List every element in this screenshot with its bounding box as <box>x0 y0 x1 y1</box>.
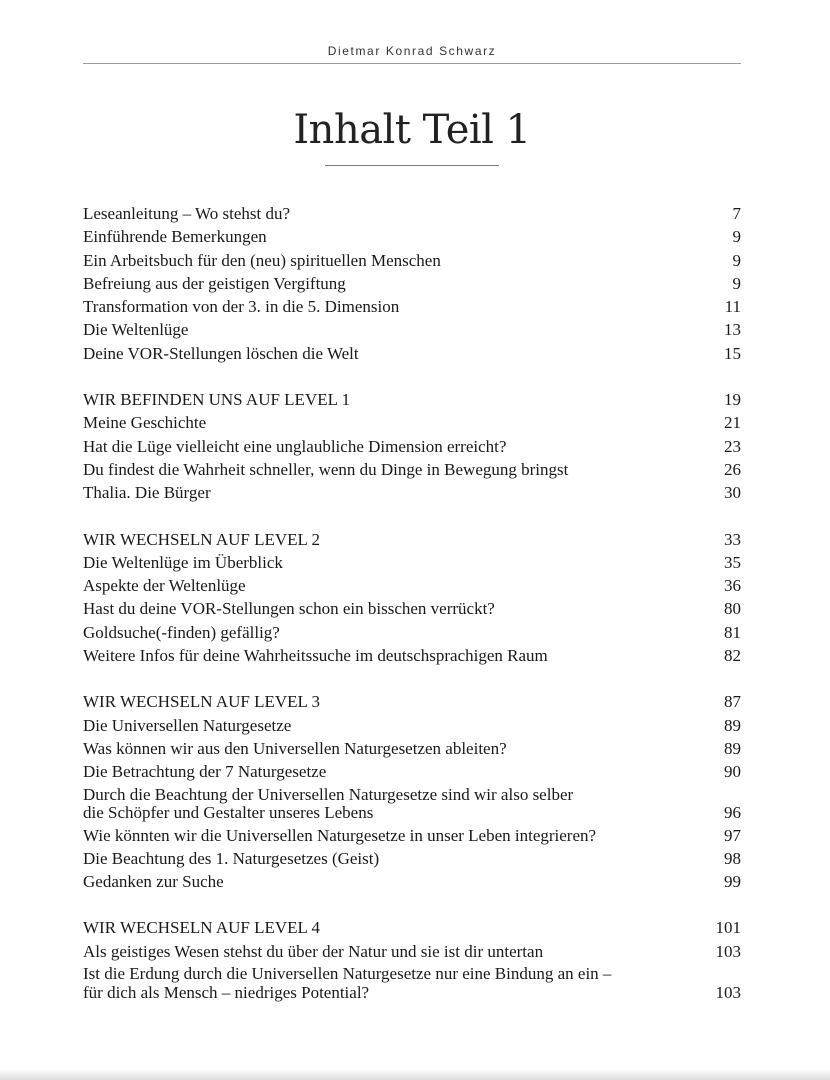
toc-entry-title: Deine VOR-Stellungen löschen die Welt <box>83 343 359 363</box>
toc-entry-page-number: 21 <box>724 413 741 433</box>
toc-entry[interactable] <box>83 225 741 248</box>
toc-entry[interactable] <box>83 737 741 760</box>
toc-entry-page-number: 7 <box>732 204 741 223</box>
toc-entry-page-number: 89 <box>724 738 741 758</box>
toc-section <box>83 916 741 1002</box>
toc-entry-page-number: 96 <box>724 803 741 823</box>
toc-entry[interactable] <box>83 574 741 597</box>
toc-entry[interactable] <box>83 916 741 939</box>
title-underline <box>325 165 499 166</box>
toc-entry-page-number: 23 <box>724 436 741 456</box>
toc-entry-page-number: 19 <box>724 390 741 410</box>
toc-entry-page-number: 80 <box>724 599 741 619</box>
toc-entry-page-number: 90 <box>724 762 741 782</box>
toc-entry-title: Die Betrachtung der 7 Naturgesetze <box>83 762 327 782</box>
toc-entry-page-number: 33 <box>724 529 741 549</box>
toc-entry-title <box>83 965 681 1002</box>
toc-entry[interactable] <box>83 760 741 783</box>
toc-entry-page-number: 103 <box>715 941 741 961</box>
toc-entry[interactable] <box>83 965 741 1002</box>
toc-entry[interactable] <box>83 551 741 574</box>
toc-entry-title: WIR BEFINDEN UNS AUF LEVEL 1 <box>83 390 351 410</box>
toc-entry[interactable] <box>83 249 741 272</box>
toc-entry-title: WIR WECHSELN AUF LEVEL 4 <box>83 918 321 938</box>
toc-entry-page-number: 11 <box>724 297 741 317</box>
toc-entry-title: Hast du deine VOR-Stellungen schon ein bisschen verrückt? <box>83 599 495 619</box>
toc-entry-title: Goldsuche(-finden) gefällig? <box>83 622 280 642</box>
toc-entry[interactable] <box>83 272 741 295</box>
toc-entry[interactable] <box>83 870 741 893</box>
toc-entry[interactable] <box>83 295 741 318</box>
toc-entry-title: Aspekte der Weltenlüge <box>83 576 246 596</box>
toc-entry[interactable] <box>83 318 741 341</box>
table-of-contents <box>83 202 741 1025</box>
toc-entry-page-number: 30 <box>724 483 741 503</box>
toc-entry-title: WIR WECHSELN AUF LEVEL 2 <box>83 529 321 549</box>
toc-entry[interactable] <box>83 847 741 870</box>
toc-entry-page-number: 9 <box>732 227 741 247</box>
page-bottom-edge <box>0 1070 830 1080</box>
toc-entry-title: Weitere Infos für deine Wahrheitssuche im deutschsprachigen Raum <box>83 646 548 666</box>
toc-entry-page-number: 26 <box>724 459 741 479</box>
toc-entry-title: WIR WECHSELN AUF LEVEL 3 <box>83 692 321 712</box>
toc-entry-title: Befreiung aus der geistigen Vergiftung <box>83 273 346 293</box>
toc-entry[interactable] <box>83 714 741 737</box>
toc-entry[interactable] <box>83 342 741 365</box>
toc-entry-page-number: 89 <box>724 715 741 735</box>
toc-entry-title-line: die Schöpfer und Gestalter unseres Lebens <box>83 803 374 823</box>
toc-entry-page-number: 9 <box>732 273 741 293</box>
running-header-author: Dietmar Konrad Schwarz <box>327 44 497 58</box>
toc-entry[interactable] <box>83 621 741 644</box>
toc-entry-title: Einführende Bemerkungen <box>83 227 267 247</box>
toc-entry-title: Ein Arbeitsbuch für den (neu) spirituellen Menschen <box>83 250 441 270</box>
toc-entry-title-line: Ist die Erdung durch die Universellen Naturgesetze nur eine Bindung an ein – <box>83 964 612 984</box>
toc-entry[interactable] <box>83 528 741 551</box>
toc-entry-page-number: 98 <box>724 848 741 868</box>
toc-section <box>83 202 741 365</box>
toc-entry-page-number: 35 <box>724 552 741 572</box>
toc-entry-title-line: für dich als Mensch – niedriges Potential? <box>83 982 370 1002</box>
toc-entry[interactable] <box>83 388 741 411</box>
toc-entry[interactable] <box>83 786 741 823</box>
toc-entry-page-number: 15 <box>724 343 741 363</box>
toc-entry-title: Die Beachtung des 1. Naturgesetzes (Geist) <box>83 848 380 868</box>
header-rule <box>83 63 741 64</box>
toc-section <box>83 690 741 893</box>
toc-entry[interactable] <box>83 644 741 667</box>
toc-entry[interactable] <box>83 458 741 481</box>
toc-entry-page-number: 9 <box>732 250 741 270</box>
toc-entry-page-number: 97 <box>724 825 741 845</box>
toc-entry-page-number: 81 <box>724 622 741 642</box>
toc-entry-title: Wie könnten wir die Universellen Naturgesetze in unser Leben integrieren? <box>83 825 597 845</box>
toc-entry-title: Was können wir aus den Universellen Naturgesetzen ableiten? <box>83 738 507 758</box>
toc-entry-page-number: 101 <box>715 918 741 938</box>
toc-entry-title: Die Weltenlüge <box>83 320 189 340</box>
toc-entry[interactable] <box>83 411 741 434</box>
toc-section <box>83 528 741 668</box>
toc-entry-title: Die Weltenlüge im Überblick <box>83 552 283 572</box>
toc-entry-title <box>83 786 681 823</box>
toc-entry-title: Als geistiges Wesen stehst du über der Natur und sie ist dir untertan <box>83 941 544 961</box>
toc-entry-page-number: 103 <box>715 982 741 1002</box>
toc-entry-title: Gedanken zur Suche <box>83 872 224 892</box>
toc-entry[interactable] <box>83 202 741 225</box>
toc-entry-title: Die Universellen Naturgesetze <box>83 715 292 735</box>
toc-entry[interactable] <box>83 940 741 963</box>
toc-section <box>83 388 741 504</box>
toc-entry[interactable] <box>83 597 741 620</box>
toc-entry[interactable] <box>83 481 741 504</box>
toc-entry[interactable] <box>83 690 741 713</box>
toc-entry-title: Du findest die Wahrheit schneller, wenn du Dinge in Bewegung bringst <box>83 459 569 479</box>
toc-entry-title: Meine Geschichte <box>83 413 207 433</box>
toc-entry-title: Hat die Lüge vielleicht eine unglaubliche Dimension erreicht? <box>83 436 507 456</box>
toc-entry-title: Transformation von der 3. in die 5. Dimension <box>83 297 400 317</box>
toc-entry-title: Leseanleitung – Wo stehst du? <box>83 204 290 223</box>
toc-entry[interactable] <box>83 435 741 458</box>
toc-entry-page-number: 82 <box>724 646 741 666</box>
page-title: Inhalt Teil 1 <box>293 107 531 153</box>
toc-entry-title: Thalia. Die Bürger <box>83 483 211 503</box>
toc-entry-page-number: 99 <box>724 872 741 892</box>
toc-entry-page-number: 87 <box>724 692 741 712</box>
toc-entry-title-line: Durch die Beachtung der Universellen Naturgesetze sind wir also selber <box>83 784 574 804</box>
toc-entry-page-number: 13 <box>724 320 741 340</box>
toc-entry-page-number: 36 <box>724 576 741 596</box>
toc-entry[interactable] <box>83 824 741 847</box>
